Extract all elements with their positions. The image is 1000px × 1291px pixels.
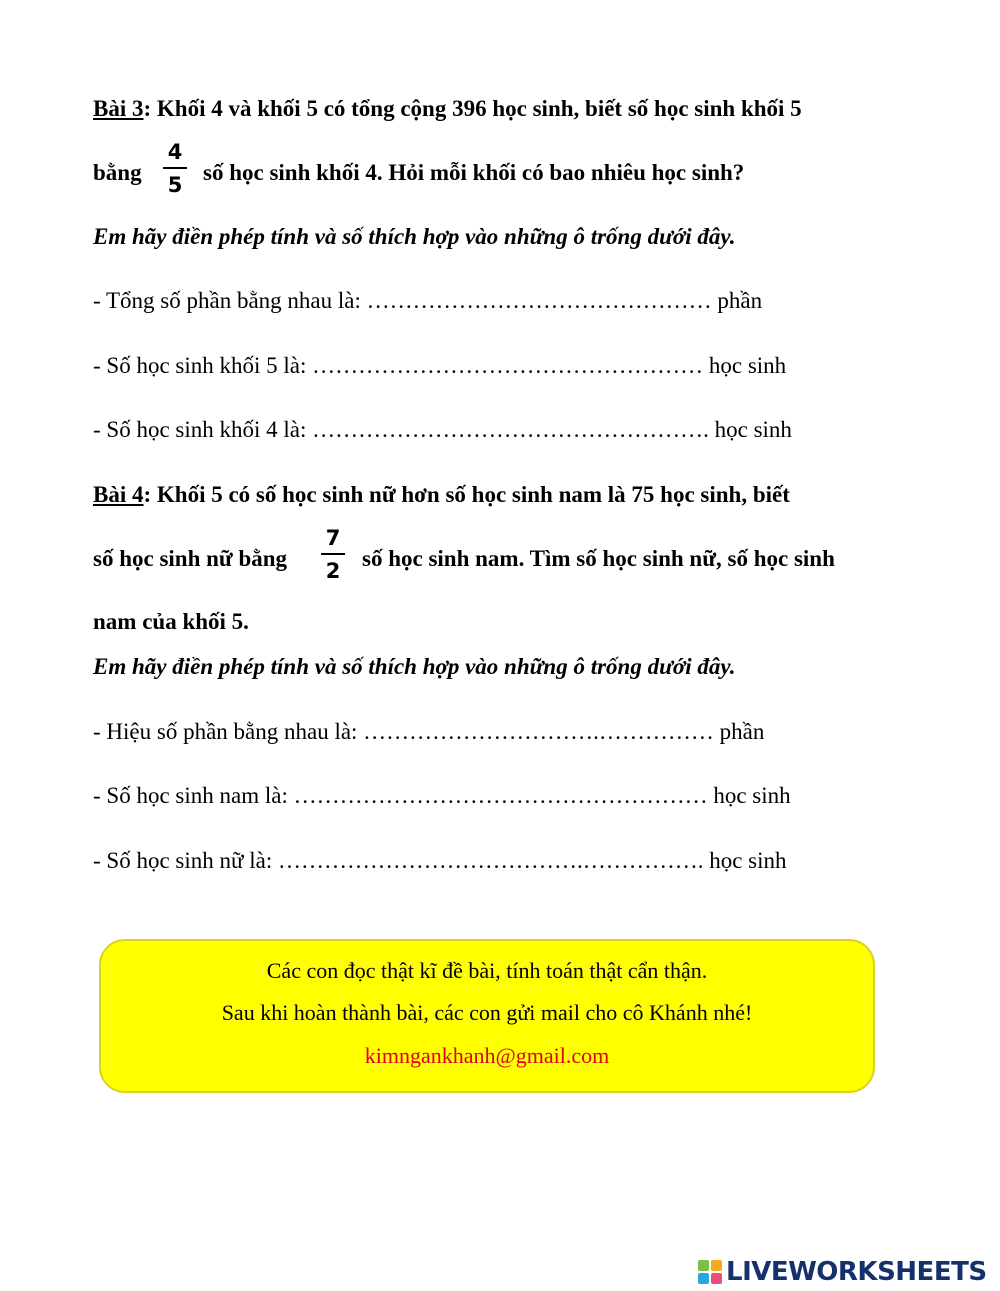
note-line-1: Các con đọc thật kĩ đề bài, tính toán thật cẩn thận. <box>266 958 708 983</box>
bai3-heading-line <box>93 94 802 124</box>
note-email: kimngankhanh@gmail.com <box>364 1043 610 1068</box>
logo-square-2 <box>711 1260 722 1271</box>
bai3-line2-after-wrap <box>203 158 744 188</box>
liveworksheets-logo-icon <box>698 1260 722 1284</box>
bai4-item-boys: - Số học sinh nam là: ……………………………………………… học sinh <box>93 783 791 808</box>
fraction-bar <box>163 167 187 169</box>
logo-square-1 <box>698 1260 709 1271</box>
bai3-fraction <box>163 140 187 197</box>
bai3-item-grade5: - Số học sinh khối 5 là: …………………………………………… học sinh <box>93 353 787 378</box>
liveworksheets-brand <box>698 1255 987 1289</box>
bai3-instruction: Em hãy điền phép tính và số thích hợp vào những ô trống dưới đây. <box>93 224 736 249</box>
bai4-line1-text: : Khối 5 có số học sinh nữ hơn số học sinh nam là 75 học sinh, biết <box>143 482 790 507</box>
logo-square-4 <box>711 1273 722 1284</box>
bai3-label: Bài 3 <box>93 96 144 121</box>
bai4-line2-before: số học sinh nữ bằng <box>93 546 288 571</box>
bai4-fraction-numerator: 7 <box>325 526 341 550</box>
bai4-fraction-denominator: 2 <box>325 559 341 583</box>
bai4-line2-after: số học sinh nam. Tìm số học sinh nữ, số học sinh <box>362 546 835 571</box>
bai4-label: Bài 4 <box>93 482 144 507</box>
bai4-heading-line <box>93 480 790 510</box>
bai4-item-diff-parts: - Hiệu số phần bằng nhau là: ………………………….…………… phần <box>93 719 765 744</box>
bai4-item-girls: - Số học sinh nữ là: ………………………………….……………. học sinh <box>93 848 787 873</box>
bai3-fraction-denominator: 5 <box>167 173 183 197</box>
bai3-item-grade4: - Số học sinh khối 4 là: ……………………………………………. học sinh <box>93 417 792 442</box>
bai4-line2-after-wrap <box>362 544 835 574</box>
note-box <box>99 939 875 1093</box>
fraction-bar <box>321 553 345 555</box>
bai3-line2-after: số học sinh khối 4. Hỏi mỗi khối có bao nhiêu học sinh? <box>203 160 745 185</box>
bai3-item-total-parts: - Tổng số phần bằng nhau là: ……………………………………… phần <box>93 288 763 313</box>
bai3-fraction-numerator: 4 <box>167 140 183 164</box>
bai4-fraction <box>321 526 345 583</box>
brand-name: LIVEWORKSHEETS <box>726 1257 987 1287</box>
note-line-2: Sau khi hoàn thành bài, các con gửi mail cho cô Khánh nhé! <box>221 1000 753 1025</box>
bai4-instruction: Em hãy điền phép tính và số thích hợp vào những ô trống dưới đây. <box>93 654 736 679</box>
bai3-line2 <box>93 158 142 188</box>
bai4-line2 <box>93 544 287 574</box>
bai3-line2-before: bằng <box>93 160 142 185</box>
logo-square-3 <box>698 1273 709 1284</box>
bai3-line1-text: : Khối 4 và khối 5 có tổng cộng 396 học sinh, biết số học sinh khối 5 <box>143 96 802 121</box>
bai4-line3: nam của khối 5. <box>93 609 249 634</box>
